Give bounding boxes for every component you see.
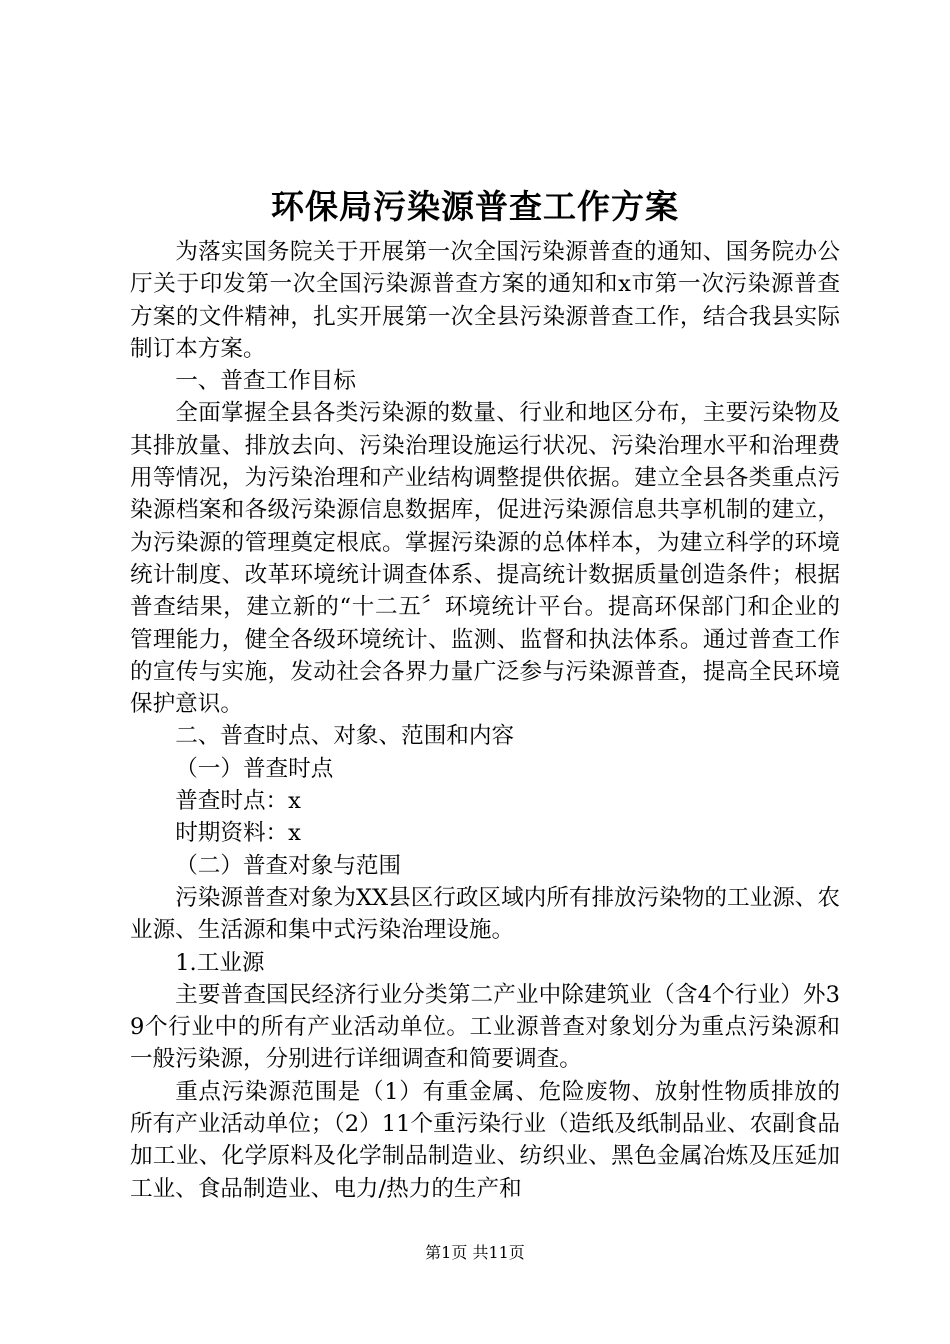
subsection-heading-time: （一）普查时点 — [175, 755, 334, 782]
paragraph-objects: 污染源普查对象为XX县区行政区域内所有排放污染物的工业源、农业源、生活源和集中式污染治理设施。 — [130, 884, 840, 944]
section-heading-scope: 二、普查时点、对象、范围和内容 — [175, 723, 515, 750]
document-title: 环保局污染源普查工作方案 — [271, 187, 679, 226]
paragraph-key-sources: 重点污染源范围是（1）有重金属、危险废物、放射性物质排放的所有产业活动单位；（2）11个重污染行业（造纸及纸制品业、农副食品加工业、化学原料及化学制品制造业、纺织业、黑色金属冶炼及压延加工业、食品制造业、电力/热力的生产和 — [130, 1078, 840, 1202]
paragraph-intro: 为落实国务院关于开展第一次全国污染源普查的通知、国务院办公厅关于印发第一次全国污染源普查方案的通知和x市第一次污染源普查方案的文件精神，扎实开展第一次全县污染源普查工作，结合我县实际制订本方案。 — [130, 239, 840, 362]
document-body — [130, 236, 840, 1205]
paragraph-goals: 全面掌握全县各类污染源的数量、行业和地区分布，主要污染物及其排放量、排放去向、污染治理设施运行状况、污染治理水平和治理费用等情况，为污染治理和产业结构调整提供依据。建立全县各类重点污染源档案和各级污染源信息数据库，促进污染源信息共享机制的建立，为污染源的管理奠定根底。掌握污染源的总体样本，为建立科学的环境统计制度、改革环境统计调查体系、提高统计数据质量创造条件；根据普查结果，建立新的“十二五〞环境统计平台。提高环保部门和企业的管理能力，健全各级环境统计、监测、监督和执法体系。通过普查工作的宣传与实施，发动社会各界力量广泛参与污染源普查，提高全民环境保护意识。 — [130, 400, 840, 718]
page-footer: 第1页 共11页 — [425, 1243, 525, 1262]
subsection-heading-objects: （二）普查对象与范围 — [175, 852, 402, 879]
section-heading-goals: 一、普查工作目标 — [175, 368, 356, 395]
paragraph-time-point: 普查时点：x — [175, 788, 301, 815]
paragraph-industrial: 主要普查国民经济行业分类第二产业中除建筑业（含4个行业）外39个行业中的所有产业活动单位。工业源普查对象划分为重点污染源和一般污染源，分别进行详细调查和简要调查。 — [130, 981, 840, 1073]
paragraph-period-data: 时期资料：x — [175, 820, 301, 847]
item-heading-industrial: 1.工业源 — [175, 949, 265, 976]
